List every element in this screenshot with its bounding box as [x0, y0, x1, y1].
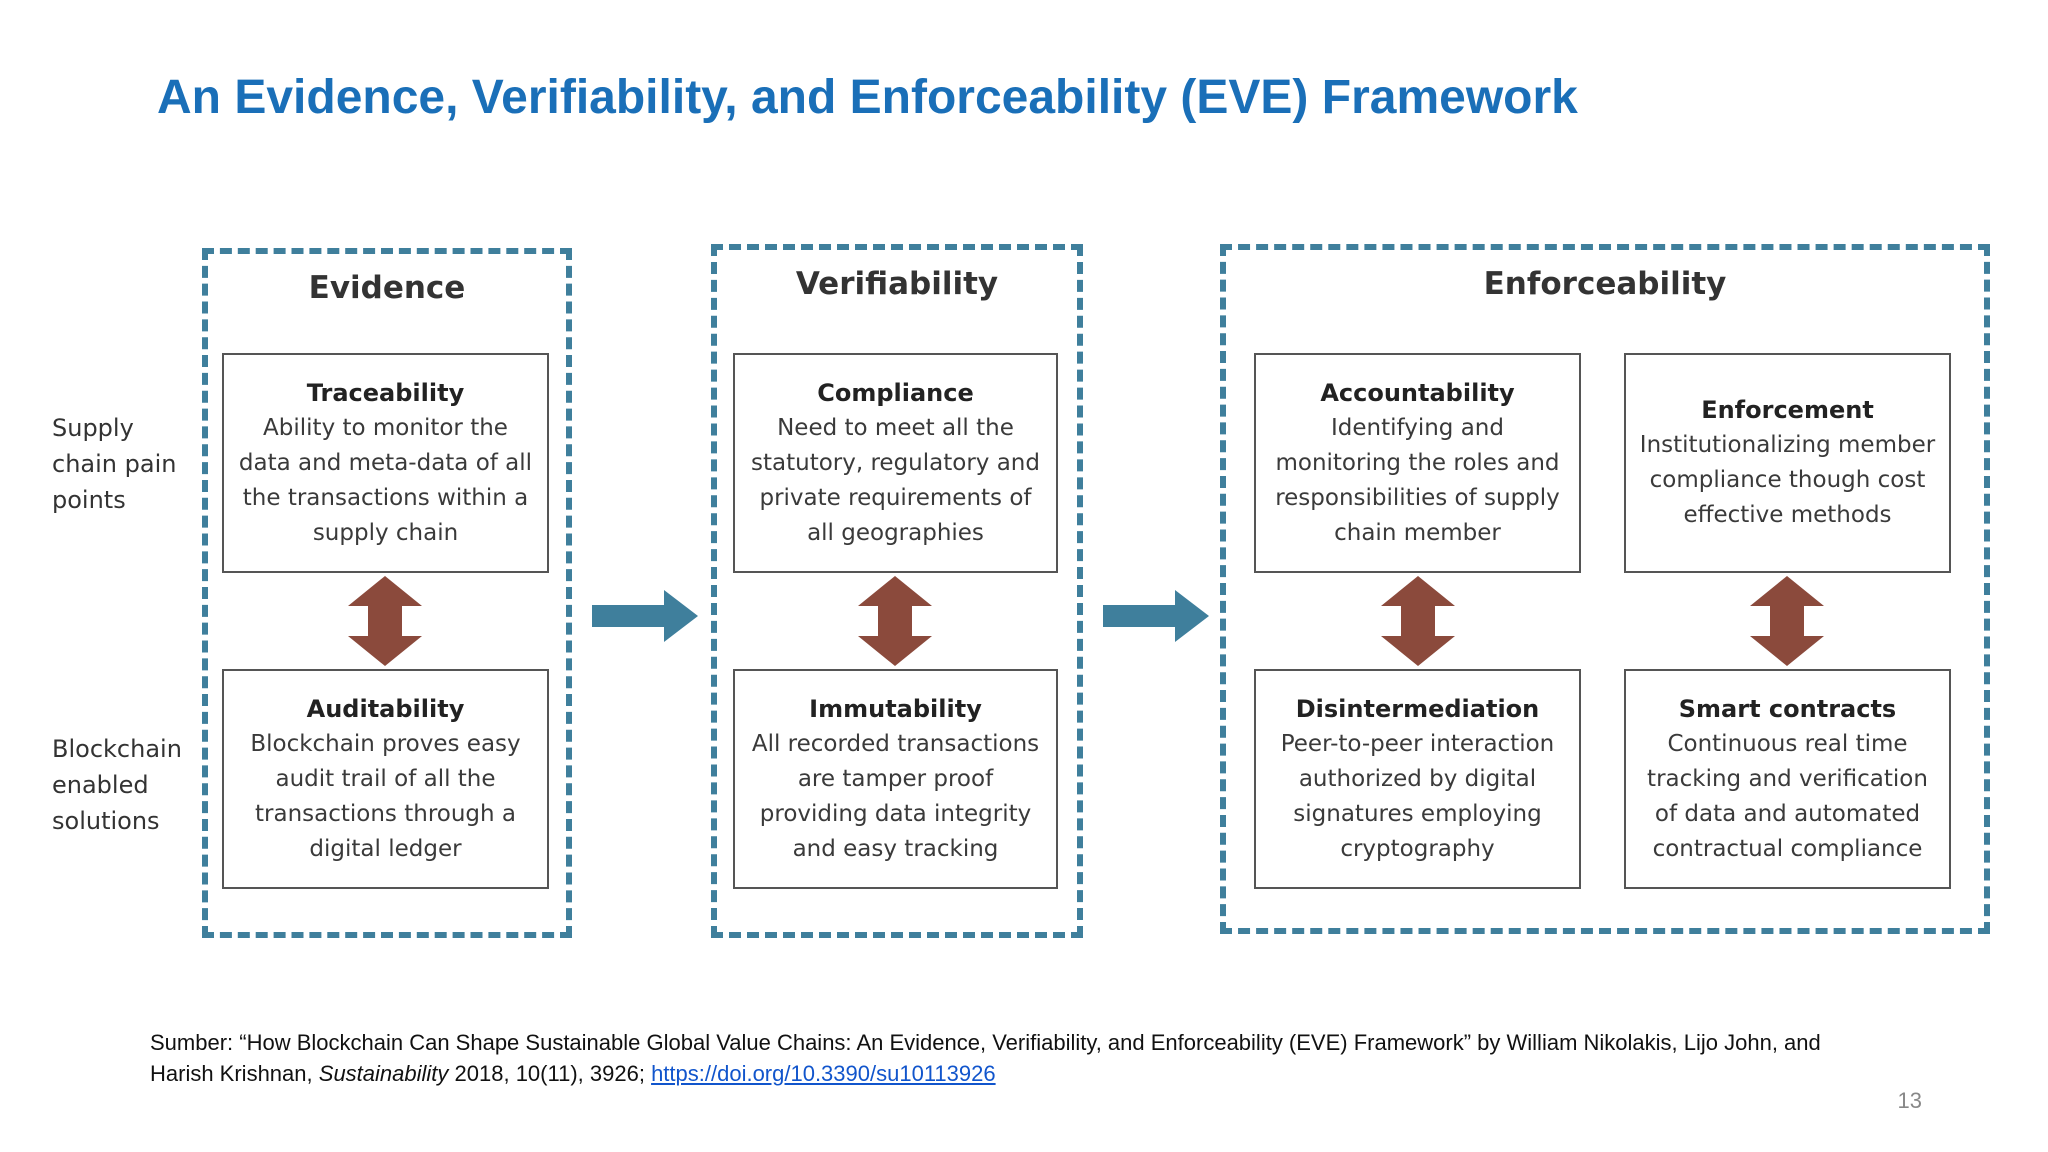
- accountability-title: Accountability: [1320, 378, 1515, 407]
- accountability-box: [1254, 353, 1581, 573]
- citation-text: Sumber: “How Blockchain Can Shape Sustainable Global Value Chains: An Evidence, Verifiability, and Enforceability (EVE) Framework” by William Nikolakis, Lijo John, and Harish Krishnan,: [150, 1030, 1821, 1086]
- smart-contracts-text: Continuous real time tracking and verification of data and automated contractual compliance: [1647, 730, 1928, 862]
- traceability-text: Ability to monitor the data and meta-data of all the transactions within a supply chain: [238, 414, 533, 546]
- immutability-box: [733, 669, 1058, 889]
- citation: [150, 1027, 1850, 1089]
- side-label-pain-points: Supply chain pain points: [52, 414, 177, 514]
- accountability-text: Identifying and monitoring the roles and responsibilities of supply chain member: [1275, 414, 1560, 546]
- citation-details: 2018, 10(11), 3926;: [454, 1061, 645, 1086]
- evidence-double-arrow-icon: [348, 576, 422, 666]
- traceability-box: [222, 353, 549, 573]
- auditability-text: Blockchain proves easy audit trail of all the transactions through a digital ledger: [250, 730, 521, 862]
- doi-link[interactable]: https://doi.org/10.3390/su10113926: [651, 1061, 996, 1086]
- disintermediation-box: [1254, 669, 1581, 889]
- smart-contracts-title: Smart contracts: [1678, 694, 1897, 723]
- disintermediation-text: Peer-to-peer interaction authorized by digital signatures employing cryptography: [1280, 730, 1555, 862]
- evidence-group-title: Evidence: [308, 270, 466, 306]
- verifiability-double-arrow-icon: [858, 576, 932, 666]
- enforceability-group-title: Enforceability: [1483, 266, 1727, 302]
- immutability-text: All recorded transactions are tamper proof providing data integrity and easy tracking: [751, 730, 1040, 862]
- slide-title: An Evidence, Verifiability, and Enforceability (EVE) Framework: [157, 71, 1578, 124]
- enforcement-double-arrow-icon: [1750, 576, 1824, 666]
- page-number: 13: [1897, 1088, 1922, 1113]
- compliance-title: Compliance: [817, 378, 974, 407]
- compliance-box: [733, 353, 1058, 573]
- enforcement-box: [1624, 353, 1951, 573]
- immutability-title: Immutability: [809, 694, 982, 723]
- flow-arrow-right-icon: [592, 590, 698, 642]
- auditability-box: [222, 669, 549, 889]
- disintermediation-title: Disintermediation: [1295, 694, 1540, 723]
- enforcement-text: Institutionalizing member compliance though cost effective methods: [1639, 432, 1936, 528]
- flow-arrow-right-icon: [1103, 590, 1209, 642]
- accountability-double-arrow-icon: [1381, 576, 1455, 666]
- verifiability-group-title: Verifiability: [795, 266, 999, 302]
- traceability-title: Traceability: [306, 378, 465, 407]
- smart-contracts-box: [1624, 669, 1951, 889]
- citation-journal: Sustainability: [318, 1061, 449, 1086]
- enforcement-title: Enforcement: [1701, 396, 1874, 424]
- auditability-title: Auditability: [306, 694, 465, 723]
- compliance-text: Need to meet all the statutory, regulatory and private requirements of all geographies: [751, 414, 1040, 546]
- side-label-solutions: Blockchain enabled solutions: [52, 735, 182, 835]
